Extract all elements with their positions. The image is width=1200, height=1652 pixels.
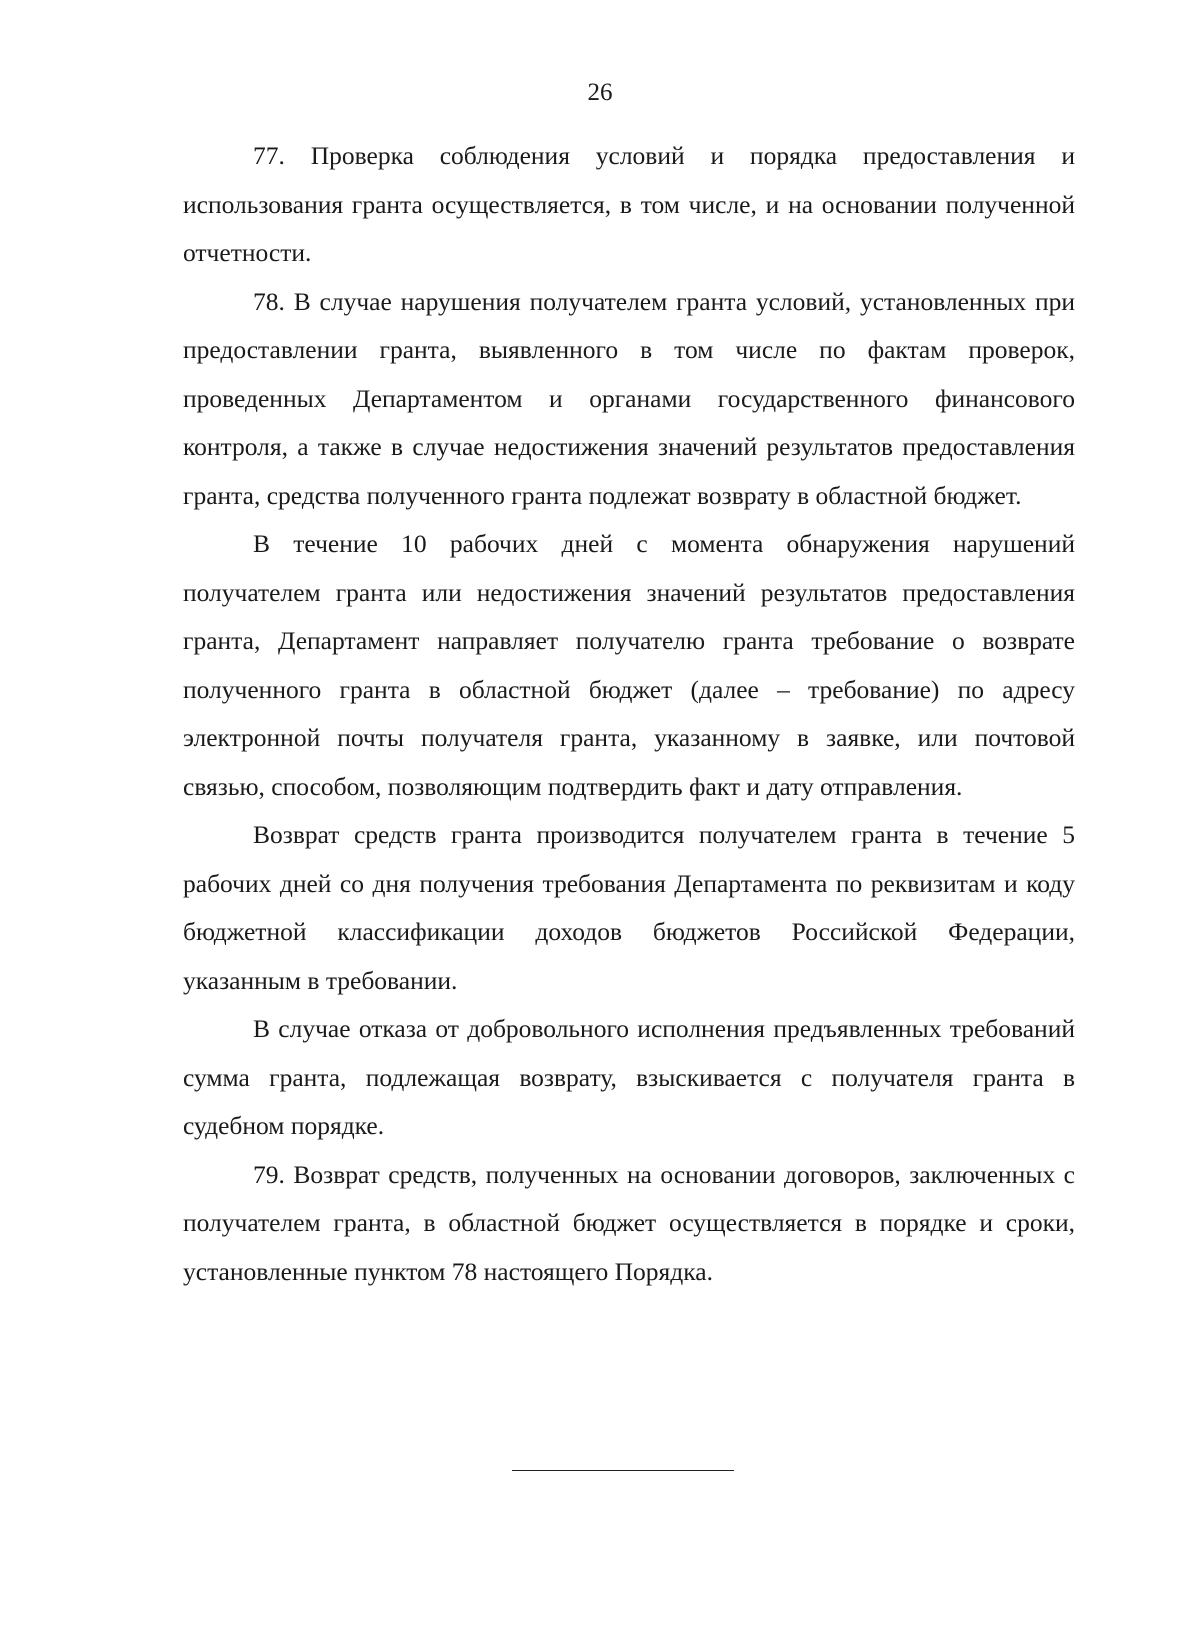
- paragraph-78: 78. В случае нарушения получателем гранта условий, установленных при предоставлении гранта, выявленного в том числе по фактам проверок, проведенных Департаментом и органами государственного финансового контроля, а также в случае недостижения значений результатов предоставления гранта, средства полученного гранта подлежат возврату в областной бюджет.: [183, 286, 1075, 510]
- paragraph-78-refund: Возврат средств гранта производится получателем гранта в течение 5 рабочих дней со дня получения требования Департамента по реквизитам и коду бюджетной классификации доходов бюджетов Российской Федерации, указанным в требовании.: [183, 820, 1075, 995]
- paragraph-78-notice: В течение 10 рабочих дней с момента обнаружения нарушений получателем гранта или недостижения значений результатов предоставления гранта, Департамент направляет получателю гранта требование о возврате полученного гранта в областной бюджет (далее – требование) по адресу электронной почты получателя гранта, указанному в заявке, или почтовой связью, способом, позволяющим подтвердить факт и дату отправления.: [183, 529, 1075, 801]
- paragraph-78-court: В случае отказа от добровольного исполнения предъявленных требований сумма гранта, подлежащая возврату, взыскивается с получателя гранта в судебном порядке.: [183, 1014, 1075, 1140]
- page-number: 26: [587, 79, 613, 106]
- paragraph-79: 79. Возврат средств, полученных на основании договоров, заключенных с получателем гранта, в областной бюджет осуществляется в порядке и сроки, установленные пунктом 78 настоящего Порядка.: [183, 1159, 1075, 1286]
- paragraph-77: 77. Проверка соблюдения условий и порядка предоставления и использования гранта осуществляется, в том числе, и на основании полученной отчетности.: [183, 141, 1075, 267]
- end-separator-line: [512, 1470, 734, 1471]
- document-body: [183, 132, 1075, 1296]
